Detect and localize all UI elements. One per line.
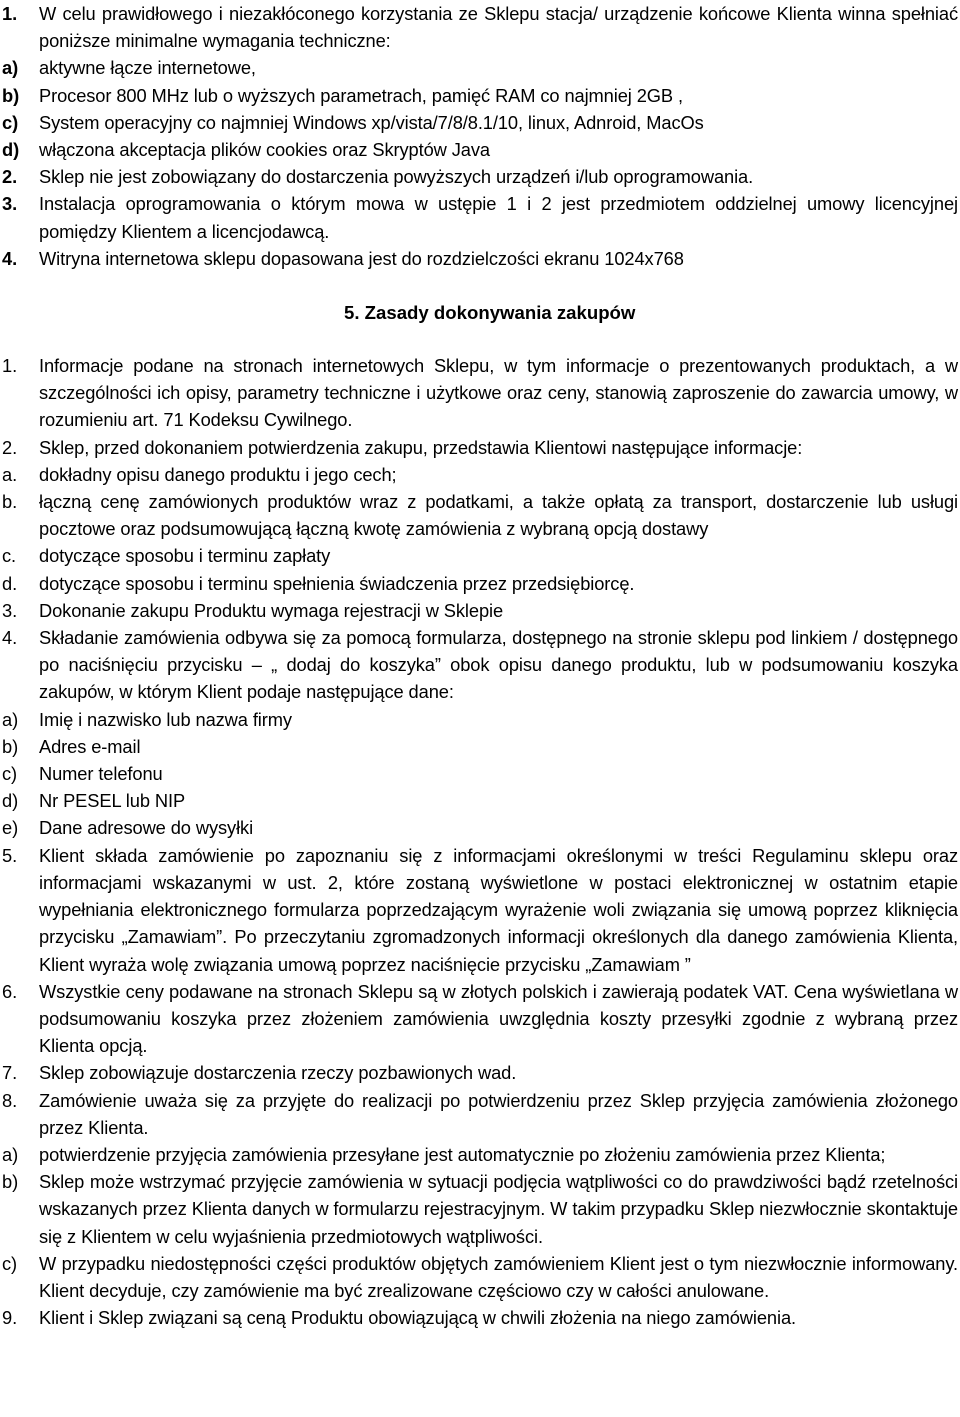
list-item [0, 624, 960, 706]
list-item [0, 570, 960, 597]
list-item [0, 978, 960, 1060]
item-text: Sklep zobowiązuje dostarczenia rzeczy pozbawionych wad. [39, 1062, 517, 1084]
item-text: Dane adresowe do wysyłki [39, 817, 254, 839]
item-text: Sklep może wstrzymać przyjęcie zamówienia w sytuacji podjęcia wątpliwości co do prawdziwości bądź rzetelności wskazanych przez Klienta danych w formularzu rejestracyjnym. W takim przypadku Sklep niezwłocznie skontaktuje się z Klientem w celu wyjaśnienia przedmiotowych wątpliwości. [39, 1171, 958, 1247]
item-marker: c. [2, 545, 17, 567]
item-text: Składanie zamówienia odbywa się za pomocą formularza, dostępnego na stronie sklepu pod linkiem / dostępnego po naciśnięciu przycisku – „ dodaj do koszyka” obok opisu danego produktu, lub w podsumowaniu koszyka zakupów, w którym Klient podaje następujące dane: [39, 627, 958, 703]
item-marker: 6. [2, 980, 18, 1002]
item-text: łączną cenę zamówionych produktów wraz z podatkami, a także opłatą za transport, dostarczenie lub usługi pocztowe oraz podsumowującą łączną kwotę zamówienia z wybraną opcją dostawy [39, 491, 958, 540]
list-item [0, 352, 960, 434]
item-marker: a) [2, 1143, 19, 1165]
item-marker: a. [2, 463, 18, 485]
item-marker: 4. [2, 627, 18, 649]
item-marker: c) [2, 1252, 18, 1274]
list-item [0, 434, 960, 461]
item-marker: 2. [2, 166, 18, 188]
list-item [0, 1304, 960, 1331]
list-item [0, 842, 960, 978]
list-item [0, 488, 960, 542]
item-text: Wszystkie ceny podawane na stronach Sklepu są w złotych polskich i zawierają podatek VAT. Cena wyświetlana w podsumowaniu koszyka przez złożeniem zamówienia uwzględnia koszty przesyłki zgodnie z wybraną przez Klienta opcją. [39, 980, 958, 1057]
item-marker: b) [2, 735, 19, 757]
item-text: Instalacja oprogramowania o którym mowa w ustępie 1 i 2 jest przedmiotem oddzielnej umowy licencyjnej pomiędzy Klientem a licencjodawcą. [39, 193, 958, 242]
list-item [0, 1250, 960, 1304]
item-text: Dokonanie zakupu Produktu wymaga rejestracji w Sklepie [39, 599, 504, 621]
item-text: dotyczące sposobu i terminu spełnienia świadczenia przez przedsiębiorcę. [39, 572, 635, 594]
list-item [0, 1087, 960, 1141]
list-item [0, 787, 960, 814]
list-item [0, 136, 960, 163]
item-text: Numer telefonu [39, 763, 163, 785]
item-marker: d. [2, 572, 18, 594]
list-item [0, 597, 960, 624]
list-item [0, 733, 960, 760]
item-marker: 3. [2, 599, 18, 621]
list-item [0, 1168, 960, 1250]
item-marker: 4. [2, 247, 18, 269]
item-text: Nr PESEL lub NIP [39, 790, 186, 812]
item-text: Zamówienie uważa się za przyjęte do realizacji po potwierdzeniu przez Sklep przyjęcia zamówienia złożonego przez Klienta. [39, 1089, 958, 1138]
item-marker: 3. [2, 193, 18, 215]
list-item [0, 163, 960, 190]
item-text: włączona akceptacja plików cookies oraz Skryptów Java [39, 139, 490, 161]
list-item [0, 0, 960, 54]
item-text: W przypadku niedostępności części produktów objętych zamówieniem Klient jest o tym niezwłocznie informowany. Klient decyduje, czy zamówienie ma być zrealizowane częściowo czy w całości anulowane. [39, 1252, 958, 1301]
list-item [0, 542, 960, 569]
item-marker: b. [2, 491, 18, 513]
list-item [0, 706, 960, 733]
item-text: aktywne łącze internetowe, [39, 57, 256, 79]
item-text: potwierdzenie przyjęcia zamówienia przesyłane jest automatycznie po złożeniu zamówienia przez Klienta; [39, 1143, 886, 1165]
item-marker: d) [2, 139, 20, 161]
item-text: dokładny opisu danego produktu i jego cech; [39, 463, 397, 485]
item-text: Sklep, przed dokonaniem potwierdzenia zakupu, przedstawia Klientowi następujące informacje: [39, 436, 803, 458]
item-marker: e) [2, 817, 19, 839]
item-text: Witryna internetowa sklepu dopasowana jest do rozdzielczości ekranu 1024x768 [39, 247, 684, 269]
list-item [0, 1059, 960, 1086]
item-text: Procesor 800 MHz lub o wyższych parametrach, pamięć RAM co najmniej 2GB , [39, 84, 683, 106]
item-text: dotyczące sposobu i terminu zapłaty [39, 545, 331, 567]
item-marker: c) [2, 763, 18, 785]
item-marker: b) [2, 84, 20, 106]
list-item [0, 814, 960, 841]
list-item [0, 1141, 960, 1168]
item-marker: c) [2, 111, 19, 133]
item-marker: b) [2, 1171, 19, 1193]
list-item [0, 245, 960, 272]
item-text: W celu prawidłowego i niezakłóconego korzystania ze Sklepu stacja/ urządzenie końcowe Klienta winna spełniać poniższe minimalne wymagania techniczne: [39, 3, 958, 52]
list-item [0, 190, 960, 244]
item-marker: d) [2, 790, 19, 812]
list-item [0, 109, 960, 136]
section-heading: 5. Zasady dokonywania zakupów [344, 302, 636, 324]
item-text: System operacyjny co najmniej Windows xp/vista/7/8/8.1/10, linux, Adnroid, MacOs [39, 111, 704, 133]
item-text: Adres e-mail [39, 735, 141, 757]
list-item [0, 82, 960, 109]
list-item [0, 54, 960, 81]
item-marker: 1. [2, 3, 18, 24]
item-text: Sklep nie jest zobowiązany do dostarczenia powyższych urządzeń i/lub oprogramowania. [39, 166, 754, 188]
item-text: Imię i nazwisko lub nazwa firmy [39, 708, 292, 730]
item-marker: 5. [2, 844, 18, 866]
item-marker: 2. [2, 436, 18, 458]
item-text: Klient składa zamówienie po zapoznaniu się z informacjami określonymi w treści Regulaminu sklepu oraz informacjami wskazanymi w ust. 2, które zostaną wyświetlone w postaci elektronicznej w ostatnim etapie wypełniania elektronicznego formularza poprzedzającym wyrażenie woli związania się umową poprzez kliknięcia przycisku „Zamawiam”. Po przeczytaniu zgromadzonych informacji określonych dla danego zamówienia Klienta, Klient wyraża wolę związania umową poprzez naciśnięcie przycisku „Zamawiam ” [39, 844, 958, 975]
item-marker: a) [2, 57, 19, 79]
list-item [0, 461, 960, 488]
item-marker: a) [2, 708, 19, 730]
item-marker: 9. [2, 1307, 18, 1329]
item-marker: 8. [2, 1089, 18, 1111]
item-text: Klient i Sklep związani są ceną Produktu obowiązującą w chwili złożenia na niego zamówienia. [39, 1307, 796, 1329]
item-marker: 1. [2, 355, 18, 377]
item-text: Informacje podane na stronach internetowych Sklepu, w tym informacje o prezentowanych produktach, a w szczególności ich opisy, parametry techniczne i użytkowe oraz ceny, stanowią zaproszenie do zawarcia umowy, w rozumieniu art. 71 Kodeksu Cywilnego. [39, 355, 958, 431]
list-item [0, 760, 960, 787]
item-marker: 7. [2, 1062, 18, 1084]
